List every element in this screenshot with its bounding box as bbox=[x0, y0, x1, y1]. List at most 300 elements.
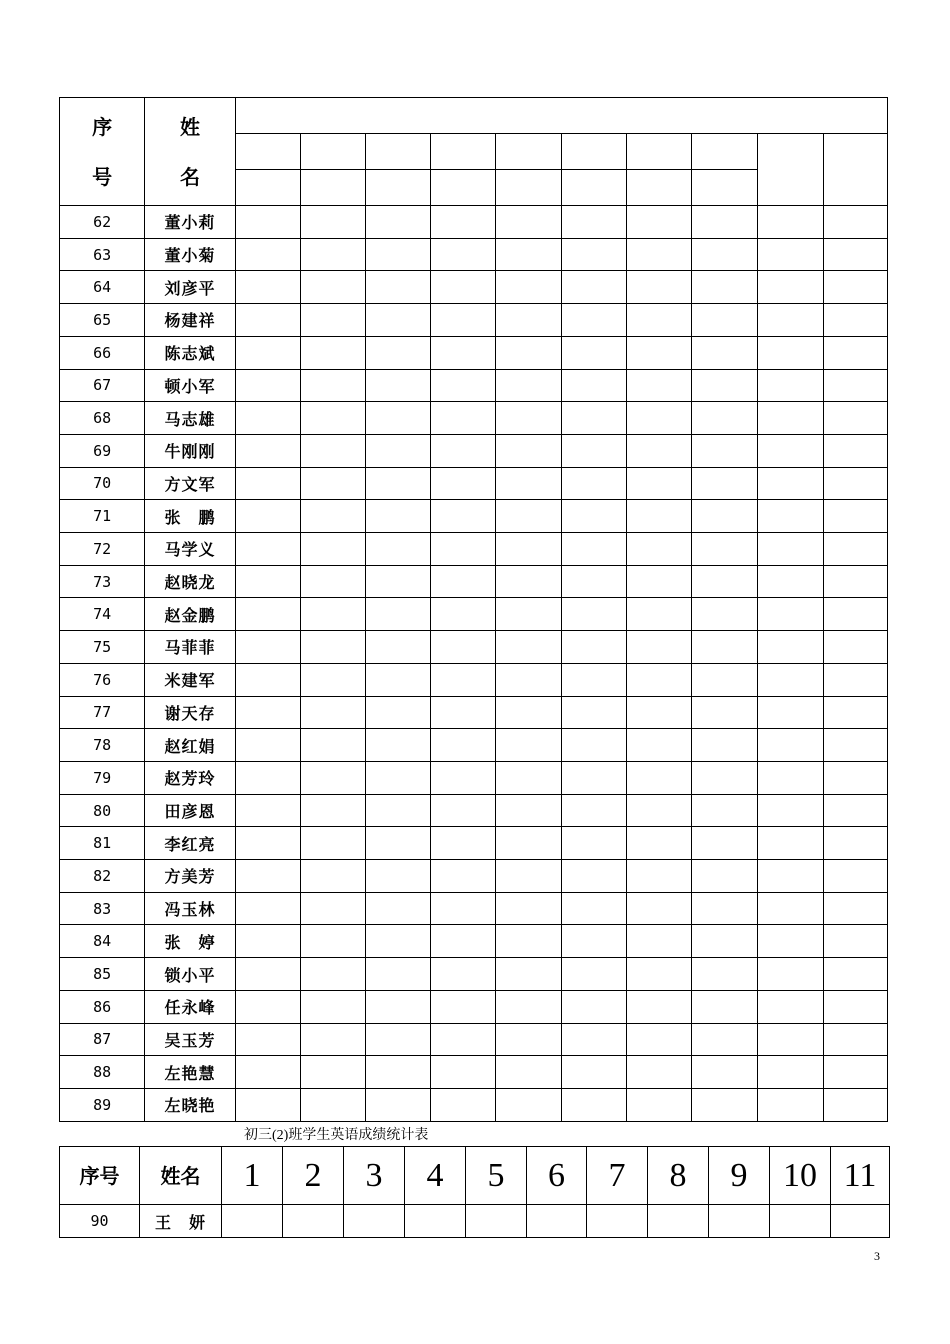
score-cell bbox=[405, 1205, 466, 1238]
score-cell bbox=[235, 663, 300, 696]
score-cell bbox=[626, 696, 691, 729]
table-row bbox=[60, 1023, 888, 1056]
score-cell bbox=[823, 729, 887, 762]
score-cell bbox=[692, 565, 758, 598]
score-cell bbox=[823, 304, 887, 337]
student-rows bbox=[60, 206, 888, 1122]
student-name: 左晓艳 bbox=[145, 1088, 235, 1121]
score-cell bbox=[692, 631, 758, 664]
table-row bbox=[60, 304, 888, 337]
score-cell bbox=[300, 500, 365, 533]
score-cell bbox=[692, 663, 758, 696]
seq-header: 序号 bbox=[60, 1147, 140, 1205]
score-cell bbox=[300, 990, 365, 1023]
score-cell bbox=[692, 369, 758, 402]
column-header-5: 5 bbox=[466, 1147, 527, 1205]
score-cell bbox=[823, 434, 887, 467]
score-cell bbox=[758, 369, 823, 402]
header-blank-cell bbox=[692, 134, 758, 170]
student-name: 马志雄 bbox=[145, 402, 235, 435]
student-name: 马学义 bbox=[145, 533, 235, 566]
score-cell bbox=[692, 990, 758, 1023]
score-cell bbox=[431, 304, 496, 337]
score-cell bbox=[431, 696, 496, 729]
score-cell bbox=[758, 533, 823, 566]
score-cell bbox=[366, 206, 431, 239]
score-cell bbox=[823, 860, 887, 893]
header-blank-cell bbox=[561, 134, 626, 170]
score-cell bbox=[300, 598, 365, 631]
score-cell bbox=[366, 565, 431, 598]
score-cell bbox=[758, 1088, 823, 1121]
score-cell bbox=[561, 565, 626, 598]
score-cell bbox=[235, 271, 300, 304]
score-cell bbox=[823, 533, 887, 566]
row-number: 88 bbox=[60, 1056, 145, 1089]
row-number: 87 bbox=[60, 1023, 145, 1056]
score-cell bbox=[431, 533, 496, 566]
row-number: 74 bbox=[60, 598, 145, 631]
score-cell bbox=[648, 1205, 709, 1238]
score-cell bbox=[235, 729, 300, 762]
score-cell bbox=[823, 761, 887, 794]
column-header-11: 11 bbox=[831, 1147, 890, 1205]
row-number: 85 bbox=[60, 958, 145, 991]
score-cell bbox=[561, 990, 626, 1023]
score-cell bbox=[626, 467, 691, 500]
header-blank-cell bbox=[496, 170, 561, 206]
table-row bbox=[60, 925, 888, 958]
score-cell bbox=[692, 794, 758, 827]
score-cell bbox=[626, 892, 691, 925]
score-cell bbox=[496, 860, 561, 893]
row-number: 76 bbox=[60, 663, 145, 696]
score-cell bbox=[496, 271, 561, 304]
score-cell bbox=[626, 631, 691, 664]
score-cell bbox=[561, 958, 626, 991]
header-blank-cell bbox=[431, 134, 496, 170]
score-cell bbox=[692, 729, 758, 762]
score-cell bbox=[496, 631, 561, 664]
score-cell bbox=[431, 663, 496, 696]
score-cell bbox=[561, 794, 626, 827]
table-row bbox=[60, 663, 888, 696]
score-cell bbox=[561, 860, 626, 893]
score-cell bbox=[758, 598, 823, 631]
score-cell bbox=[300, 467, 365, 500]
score-cell bbox=[431, 990, 496, 1023]
score-cell bbox=[692, 598, 758, 631]
score-cell bbox=[561, 206, 626, 239]
row-number: 77 bbox=[60, 696, 145, 729]
score-cell bbox=[431, 565, 496, 598]
score-cell bbox=[823, 271, 887, 304]
student-name: 马菲菲 bbox=[145, 631, 235, 664]
score-cell bbox=[758, 467, 823, 500]
score-cell bbox=[758, 402, 823, 435]
score-cell bbox=[823, 402, 887, 435]
score-cell bbox=[626, 238, 691, 271]
score-cell bbox=[758, 827, 823, 860]
score-cell bbox=[366, 598, 431, 631]
score-cell bbox=[496, 1088, 561, 1121]
header-blank-cell bbox=[758, 134, 823, 206]
score-cell bbox=[758, 336, 823, 369]
score-cell bbox=[431, 827, 496, 860]
header-blank-cell bbox=[366, 170, 431, 206]
table-row bbox=[60, 533, 888, 566]
score-cell bbox=[626, 500, 691, 533]
student-name: 田彦恩 bbox=[145, 794, 235, 827]
score-cell bbox=[235, 1088, 300, 1121]
score-cell bbox=[366, 761, 431, 794]
score-cell bbox=[431, 1023, 496, 1056]
score-cell bbox=[431, 958, 496, 991]
score-cell bbox=[626, 304, 691, 337]
score-cell bbox=[692, 271, 758, 304]
row-number: 81 bbox=[60, 827, 145, 860]
seq-header-cell bbox=[60, 98, 145, 206]
score-cell bbox=[283, 1205, 344, 1238]
row-number: 79 bbox=[60, 761, 145, 794]
score-cell bbox=[823, 206, 887, 239]
score-cell bbox=[823, 663, 887, 696]
score-cell bbox=[496, 925, 561, 958]
score-cell bbox=[300, 729, 365, 762]
score-cell bbox=[431, 729, 496, 762]
score-cell bbox=[431, 1088, 496, 1121]
score-cell bbox=[823, 565, 887, 598]
score-cell bbox=[235, 434, 300, 467]
score-cell bbox=[587, 1205, 648, 1238]
score-cell bbox=[758, 1056, 823, 1089]
score-cell bbox=[235, 533, 300, 566]
header-blank-cell bbox=[300, 134, 365, 170]
score-cell bbox=[431, 369, 496, 402]
score-cell bbox=[626, 434, 691, 467]
score-cell bbox=[626, 565, 691, 598]
score-cell bbox=[235, 304, 300, 337]
score-cell bbox=[692, 238, 758, 271]
row-number: 83 bbox=[60, 892, 145, 925]
student-name: 顿小军 bbox=[145, 369, 235, 402]
table-row bbox=[60, 794, 888, 827]
score-cell bbox=[300, 206, 365, 239]
table-row bbox=[60, 206, 888, 239]
row-number: 90 bbox=[60, 1205, 140, 1238]
score-cell bbox=[235, 761, 300, 794]
score-cell bbox=[692, 500, 758, 533]
column-header-10: 10 bbox=[770, 1147, 831, 1205]
score-cell bbox=[496, 990, 561, 1023]
student-name: 王 妍 bbox=[140, 1205, 222, 1238]
name-header-char-2: 名 bbox=[179, 164, 200, 189]
score-cell bbox=[235, 892, 300, 925]
score-cell bbox=[758, 729, 823, 762]
score-table-continued bbox=[59, 97, 888, 1122]
score-cell bbox=[431, 467, 496, 500]
student-name: 杨建祥 bbox=[145, 304, 235, 337]
score-cell bbox=[527, 1205, 587, 1238]
score-cell bbox=[823, 1088, 887, 1121]
score-cell bbox=[366, 696, 431, 729]
name-header-char-1: 姓 bbox=[179, 114, 200, 139]
table-caption: 初三(2)班学生英语成绩统计表 bbox=[244, 1128, 429, 1143]
score-cell bbox=[366, 1088, 431, 1121]
score-cell bbox=[758, 958, 823, 991]
column-header-7: 7 bbox=[587, 1147, 648, 1205]
score-cell bbox=[300, 958, 365, 991]
score-cell bbox=[831, 1205, 890, 1238]
score-cell bbox=[366, 1023, 431, 1056]
student-name: 李红亮 bbox=[145, 827, 235, 860]
row-number: 80 bbox=[60, 794, 145, 827]
student-name: 陈志斌 bbox=[145, 336, 235, 369]
row-number: 66 bbox=[60, 336, 145, 369]
column-header-2: 2 bbox=[283, 1147, 344, 1205]
score-cell bbox=[770, 1205, 831, 1238]
score-cell bbox=[496, 696, 561, 729]
header-blank-cell bbox=[235, 170, 300, 206]
score-cell bbox=[758, 761, 823, 794]
student-name: 刘彦平 bbox=[145, 271, 235, 304]
row-number: 62 bbox=[60, 206, 145, 239]
score-cell bbox=[496, 206, 561, 239]
score-cell bbox=[300, 271, 365, 304]
header-blank-cell bbox=[692, 170, 758, 206]
score-cell bbox=[366, 827, 431, 860]
score-cell bbox=[561, 500, 626, 533]
table-row bbox=[60, 958, 888, 991]
score-cell bbox=[692, 892, 758, 925]
score-cell bbox=[626, 1088, 691, 1121]
row-number: 73 bbox=[60, 565, 145, 598]
score-cell bbox=[692, 1023, 758, 1056]
score-cell bbox=[466, 1205, 527, 1238]
score-cell bbox=[626, 990, 691, 1023]
score-cell bbox=[431, 631, 496, 664]
score-cell bbox=[823, 990, 887, 1023]
header-blank-cell bbox=[235, 134, 300, 170]
table-row bbox=[60, 402, 888, 435]
score-cell bbox=[823, 1056, 887, 1089]
score-cell bbox=[496, 1056, 561, 1089]
score-cell bbox=[300, 402, 365, 435]
score-cell bbox=[692, 958, 758, 991]
student-name: 吴玉芳 bbox=[145, 1023, 235, 1056]
score-cell bbox=[692, 434, 758, 467]
score-cell bbox=[758, 663, 823, 696]
student-name: 谢天存 bbox=[145, 696, 235, 729]
header-blank-cell bbox=[626, 170, 691, 206]
score-cell bbox=[300, 565, 365, 598]
score-cell bbox=[561, 827, 626, 860]
score-cell bbox=[626, 369, 691, 402]
score-cell bbox=[366, 1056, 431, 1089]
score-cell bbox=[561, 1023, 626, 1056]
score-cell bbox=[235, 958, 300, 991]
header-blank-cell bbox=[496, 134, 561, 170]
student-name: 赵晓龙 bbox=[145, 565, 235, 598]
score-cell bbox=[366, 860, 431, 893]
score-cell bbox=[366, 238, 431, 271]
score-cell bbox=[692, 533, 758, 566]
score-cell bbox=[561, 369, 626, 402]
score-cell bbox=[300, 761, 365, 794]
score-cell bbox=[235, 206, 300, 239]
score-cell bbox=[496, 336, 561, 369]
score-cell bbox=[626, 402, 691, 435]
table-row bbox=[60, 631, 888, 664]
score-cell bbox=[758, 434, 823, 467]
score-cell bbox=[235, 794, 300, 827]
score-cell bbox=[235, 990, 300, 1023]
score-cell bbox=[626, 925, 691, 958]
score-cell bbox=[431, 761, 496, 794]
score-cell bbox=[496, 533, 561, 566]
score-cell bbox=[561, 533, 626, 566]
score-cell bbox=[758, 860, 823, 893]
score-cell bbox=[709, 1205, 770, 1238]
score-cell bbox=[823, 598, 887, 631]
score-cell bbox=[561, 271, 626, 304]
row-number: 86 bbox=[60, 990, 145, 1023]
row-number: 72 bbox=[60, 533, 145, 566]
score-cell bbox=[366, 794, 431, 827]
table-row bbox=[60, 238, 888, 271]
score-cell bbox=[300, 892, 365, 925]
score-cell bbox=[235, 565, 300, 598]
score-cell bbox=[758, 238, 823, 271]
header-blank-cell bbox=[366, 134, 431, 170]
score-cell bbox=[626, 958, 691, 991]
score-cell bbox=[626, 1056, 691, 1089]
score-cell bbox=[823, 336, 887, 369]
score-cell bbox=[692, 206, 758, 239]
score-cell bbox=[431, 271, 496, 304]
score-cell bbox=[235, 238, 300, 271]
score-cell bbox=[823, 1023, 887, 1056]
score-cell bbox=[626, 533, 691, 566]
student-name: 赵金鹏 bbox=[145, 598, 235, 631]
score-cell bbox=[626, 827, 691, 860]
table-row bbox=[60, 1056, 888, 1089]
header-blank-band bbox=[235, 98, 887, 134]
score-cell bbox=[366, 631, 431, 664]
score-cell bbox=[300, 1023, 365, 1056]
column-header-9: 9 bbox=[709, 1147, 770, 1205]
score-cell bbox=[758, 892, 823, 925]
student-name: 左艳慧 bbox=[145, 1056, 235, 1089]
score-cell bbox=[431, 892, 496, 925]
header-blank-cell bbox=[823, 134, 887, 206]
score-cell bbox=[561, 467, 626, 500]
score-cell bbox=[692, 1056, 758, 1089]
score-cell bbox=[300, 631, 365, 664]
student-name: 赵芳玲 bbox=[145, 761, 235, 794]
column-header-8: 8 bbox=[648, 1147, 709, 1205]
score-cell bbox=[496, 794, 561, 827]
score-cell bbox=[561, 238, 626, 271]
score-cell bbox=[823, 500, 887, 533]
score-cell bbox=[496, 729, 561, 762]
row-number: 65 bbox=[60, 304, 145, 337]
row-number: 64 bbox=[60, 271, 145, 304]
header-blank-cell bbox=[431, 170, 496, 206]
row-number: 69 bbox=[60, 434, 145, 467]
score-cell bbox=[235, 696, 300, 729]
score-cell bbox=[366, 336, 431, 369]
score-cell bbox=[626, 271, 691, 304]
student-name: 方美芳 bbox=[145, 860, 235, 893]
seq-header-char-1: 序 bbox=[92, 114, 113, 139]
score-cell bbox=[366, 958, 431, 991]
column-header-3: 3 bbox=[344, 1147, 405, 1205]
score-cell bbox=[496, 1023, 561, 1056]
table-row bbox=[60, 565, 888, 598]
score-cell bbox=[823, 369, 887, 402]
score-cell bbox=[758, 500, 823, 533]
score-cell bbox=[431, 1056, 496, 1089]
table-row bbox=[60, 1205, 890, 1238]
score-cell bbox=[431, 238, 496, 271]
header-blank-cell bbox=[561, 170, 626, 206]
score-cell bbox=[300, 925, 365, 958]
column-header-1: 1 bbox=[222, 1147, 283, 1205]
name-header-cell bbox=[145, 98, 235, 206]
score-cell bbox=[366, 990, 431, 1023]
student-name: 赵红娟 bbox=[145, 729, 235, 762]
score-cell bbox=[431, 206, 496, 239]
score-cell bbox=[431, 925, 496, 958]
score-cell bbox=[235, 860, 300, 893]
score-cell bbox=[692, 860, 758, 893]
header-blank-cell bbox=[626, 134, 691, 170]
score-cell bbox=[496, 598, 561, 631]
score-cell bbox=[496, 467, 561, 500]
score-cell bbox=[561, 729, 626, 762]
row-number: 71 bbox=[60, 500, 145, 533]
score-cell bbox=[235, 631, 300, 664]
table-row bbox=[60, 990, 888, 1023]
student-name: 任永峰 bbox=[145, 990, 235, 1023]
table-row bbox=[60, 696, 888, 729]
score-cell bbox=[496, 827, 561, 860]
score-cell bbox=[300, 369, 365, 402]
score-cell bbox=[758, 565, 823, 598]
score-cell bbox=[431, 598, 496, 631]
score-cell bbox=[496, 369, 561, 402]
table-row bbox=[60, 467, 888, 500]
score-cell bbox=[366, 729, 431, 762]
score-cell bbox=[366, 892, 431, 925]
score-cell bbox=[626, 663, 691, 696]
score-cell bbox=[300, 434, 365, 467]
score-cell bbox=[496, 565, 561, 598]
score-cell bbox=[626, 729, 691, 762]
score-cell bbox=[344, 1205, 405, 1238]
score-cell bbox=[235, 500, 300, 533]
score-cell bbox=[431, 434, 496, 467]
score-cell bbox=[431, 402, 496, 435]
table-row bbox=[60, 369, 888, 402]
score-cell bbox=[561, 663, 626, 696]
score-cell bbox=[823, 696, 887, 729]
score-cell bbox=[692, 1088, 758, 1121]
table-row bbox=[60, 1088, 888, 1121]
score-cell bbox=[366, 467, 431, 500]
table-row bbox=[60, 598, 888, 631]
